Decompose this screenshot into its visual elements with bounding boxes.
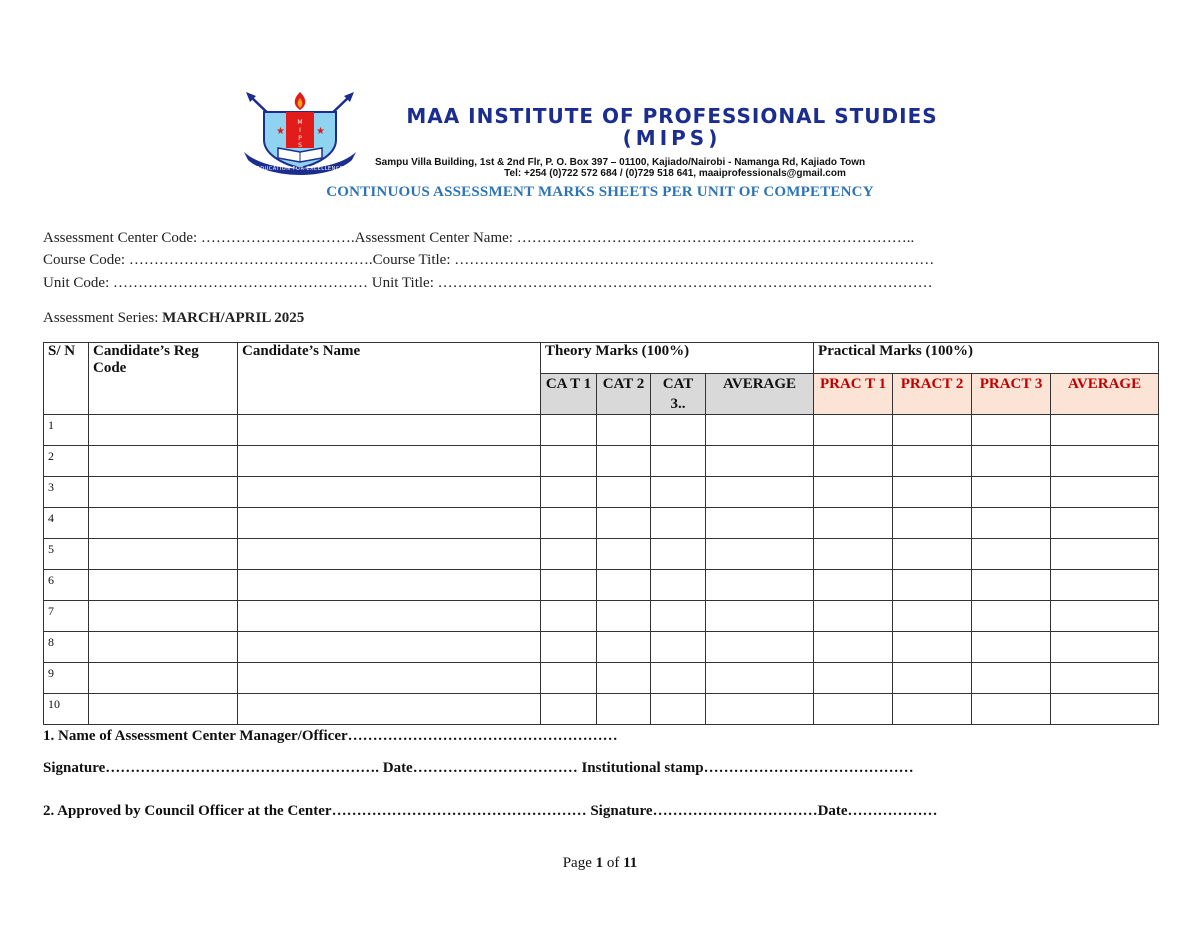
mark-cell[interactable] [541, 694, 597, 725]
svg-text:EDUCATION FOR EXCELLENCE: EDUCATION FOR EXCELLENCE [256, 166, 344, 172]
mark-cell[interactable] [238, 477, 541, 508]
row-number: 2 [44, 446, 89, 477]
mark-cell[interactable] [814, 694, 893, 725]
row-number: 8 [44, 632, 89, 663]
svg-text:★: ★ [276, 126, 285, 137]
mark-cell[interactable] [238, 539, 541, 570]
mark-cell[interactable] [706, 477, 814, 508]
mark-cell[interactable] [893, 601, 972, 632]
mark-cell[interactable] [1051, 570, 1159, 601]
mark-cell[interactable] [972, 694, 1051, 725]
mark-cell[interactable] [651, 477, 706, 508]
page-current: 1 [595, 855, 604, 871]
mark-cell[interactable] [651, 663, 706, 694]
marks-table [43, 342, 1159, 725]
mark-cell[interactable] [89, 477, 238, 508]
mark-cell[interactable] [238, 570, 541, 601]
mark-cell[interactable] [1051, 601, 1159, 632]
mark-cell[interactable] [814, 446, 893, 477]
mark-cell[interactable] [651, 694, 706, 725]
mark-cell[interactable] [651, 632, 706, 663]
header-practical-marks: Practical Marks (100%) [814, 343, 1159, 374]
mark-cell[interactable] [89, 570, 238, 601]
signature-line: Signature………………………………………………. Date…………………………… Institutional stamp…………………………………… [43, 760, 914, 776]
mark-cell[interactable] [814, 663, 893, 694]
institution-address: Sampu Villa Building, 1st & 2nd Flr, P. O. Box 397 – 01100, Kajiado/Nairobi - Namanga Rd, Kajiado Town [375, 157, 866, 168]
header-sn: S/ N [44, 343, 89, 415]
row-number: 4 [44, 508, 89, 539]
mark-cell[interactable] [814, 601, 893, 632]
mark-cell[interactable] [89, 694, 238, 725]
logo-letters: M [297, 119, 303, 126]
mark-cell[interactable] [706, 508, 814, 539]
unit-line: Unit Code: …………………………………………… Unit Title: ……………………………………………………………………………………… [43, 275, 933, 291]
mark-cell[interactable] [814, 477, 893, 508]
institution-abbreviation: (MIPS) [622, 126, 722, 150]
mark-cell[interactable] [238, 694, 541, 725]
mark-cell[interactable] [893, 632, 972, 663]
page-total: 11 [623, 855, 638, 871]
institution-name: MAA INSTITUTE OF PROFESSIONAL STUDIES [406, 104, 938, 128]
page-of: of [606, 855, 620, 871]
mark-cell[interactable] [972, 415, 1051, 446]
mark-cell[interactable] [893, 508, 972, 539]
mark-cell[interactable] [597, 446, 651, 477]
header-pract-1: PRAC T 1 [814, 374, 893, 415]
table-row [44, 570, 1159, 601]
mark-cell[interactable] [541, 570, 597, 601]
mark-cell[interactable] [1051, 632, 1159, 663]
mark-cell[interactable] [972, 601, 1051, 632]
mark-cell[interactable] [972, 446, 1051, 477]
assessment-series-value: MARCH/APRIL 2025 [162, 310, 305, 326]
row-number: 9 [44, 663, 89, 694]
mark-cell[interactable] [651, 539, 706, 570]
mark-cell[interactable] [814, 508, 893, 539]
table-row [44, 632, 1159, 663]
svg-text:I: I [299, 127, 301, 134]
svg-text:S: S [298, 142, 302, 149]
table-row [44, 415, 1159, 446]
header-practical-average: AVERAGE [1051, 374, 1159, 415]
mark-cell[interactable] [651, 601, 706, 632]
mark-cell[interactable] [706, 694, 814, 725]
mark-cell[interactable] [972, 508, 1051, 539]
assessment-series [43, 310, 304, 327]
mark-cell[interactable] [238, 632, 541, 663]
header-theory-marks: Theory Marks (100%) [541, 343, 814, 374]
approval-line: 2. Approved by Council Officer at the Center…………………………………………… Signature……………………………Date……………… [43, 803, 938, 819]
mark-cell[interactable] [1051, 539, 1159, 570]
sheet-title: CONTINUOUS ASSESSMENT MARKS SHEETS PER UNIT OF COMPETENCY [326, 184, 874, 200]
institution-logo [238, 90, 362, 176]
mark-cell[interactable] [89, 415, 238, 446]
mark-cell[interactable] [1051, 663, 1159, 694]
mark-cell[interactable] [238, 663, 541, 694]
table-row [44, 539, 1159, 570]
table-row [44, 446, 1159, 477]
mark-cell[interactable] [238, 508, 541, 539]
mark-cell[interactable] [893, 570, 972, 601]
mark-cell[interactable] [541, 632, 597, 663]
mark-cell[interactable] [893, 415, 972, 446]
mark-cell[interactable] [1051, 415, 1159, 446]
mark-cell[interactable] [893, 539, 972, 570]
mark-cell[interactable] [597, 539, 651, 570]
row-number: 1 [44, 415, 89, 446]
mark-cell[interactable] [541, 508, 597, 539]
mark-cell[interactable] [706, 601, 814, 632]
mark-cell[interactable] [597, 570, 651, 601]
manager-name-line: 1. Name of Assessment Center Manager/Officer……………………………………………… [43, 728, 618, 744]
header-theory-average: AVERAGE [706, 374, 814, 415]
mark-cell[interactable] [1051, 477, 1159, 508]
mark-cell[interactable] [651, 446, 706, 477]
table-row [44, 508, 1159, 539]
mark-cell[interactable] [89, 508, 238, 539]
mark-cell[interactable] [238, 415, 541, 446]
mark-cell[interactable] [89, 663, 238, 694]
header-cat-3: CAT 3.. [651, 374, 706, 415]
mark-cell[interactable] [706, 415, 814, 446]
mark-cell[interactable] [893, 694, 972, 725]
mark-cell[interactable] [893, 663, 972, 694]
mark-cell[interactable] [597, 694, 651, 725]
mark-cell[interactable] [541, 663, 597, 694]
mark-cell[interactable] [541, 539, 597, 570]
mark-cell[interactable] [597, 632, 651, 663]
table-row [44, 601, 1159, 632]
mark-cell[interactable] [89, 632, 238, 663]
table-row [44, 663, 1159, 694]
mark-cell[interactable] [597, 601, 651, 632]
row-number: 7 [44, 601, 89, 632]
mark-cell[interactable] [1051, 694, 1159, 725]
table-row [44, 477, 1159, 508]
mark-cell[interactable] [541, 446, 597, 477]
mark-cell[interactable] [89, 539, 238, 570]
mark-cell[interactable] [706, 539, 814, 570]
course-line: Course Code: ………………………………………….Course Title: …………………………………………………………………………………… [43, 252, 935, 268]
header-name: Candidate’s Name [238, 343, 541, 415]
mark-cell[interactable] [1051, 508, 1159, 539]
svg-text:P: P [298, 135, 302, 142]
mark-cell[interactable] [972, 539, 1051, 570]
mark-cell[interactable] [814, 570, 893, 601]
mark-cell[interactable] [651, 415, 706, 446]
mark-cell[interactable] [651, 570, 706, 601]
page-label: Page [562, 855, 592, 871]
mark-cell[interactable] [972, 570, 1051, 601]
mark-cell[interactable] [706, 663, 814, 694]
row-number: 5 [44, 539, 89, 570]
svg-text:★: ★ [316, 126, 325, 137]
mark-cell[interactable] [89, 446, 238, 477]
mark-cell[interactable] [597, 477, 651, 508]
mark-cell[interactable] [541, 601, 597, 632]
mark-cell[interactable] [972, 477, 1051, 508]
mark-cell[interactable] [597, 415, 651, 446]
mark-cell[interactable] [238, 601, 541, 632]
mark-cell[interactable] [706, 570, 814, 601]
mark-cell[interactable] [651, 508, 706, 539]
mark-cell[interactable] [89, 601, 238, 632]
institution-contacts: Tel: +254 (0)722 572 684 / (0)729 518 641, maaiprofessionals@gmail.com [504, 168, 846, 179]
mark-cell[interactable] [893, 477, 972, 508]
mark-cell[interactable] [597, 663, 651, 694]
mark-cell[interactable] [893, 446, 972, 477]
header-cat-2: CAT 2 [597, 374, 651, 415]
assessment-series-label: Assessment Series: [43, 310, 163, 326]
header-pract-2: PRACT 2 [893, 374, 972, 415]
mark-cell[interactable] [972, 663, 1051, 694]
mark-cell[interactable] [541, 477, 597, 508]
mark-cell[interactable] [541, 415, 597, 446]
mark-cell[interactable] [814, 632, 893, 663]
header-cat-1: CA T 1 [541, 374, 597, 415]
mark-cell[interactable] [597, 508, 651, 539]
row-number: 6 [44, 570, 89, 601]
assessment-center-line: Assessment Center Code: ………………………….Assessment Center Name: …………………………………………………………………….. [43, 230, 915, 246]
mark-cell[interactable] [814, 415, 893, 446]
mark-cell[interactable] [814, 539, 893, 570]
mark-cell[interactable] [1051, 446, 1159, 477]
mark-cell[interactable] [238, 446, 541, 477]
row-number: 10 [44, 694, 89, 725]
header-reg-code: Candidate’s Reg Code [89, 343, 238, 415]
table-row [44, 694, 1159, 725]
header-pract-3: PRACT 3 [972, 374, 1051, 415]
mark-cell[interactable] [972, 632, 1051, 663]
page-number [0, 855, 1200, 872]
mark-cell[interactable] [706, 446, 814, 477]
mark-cell[interactable] [706, 632, 814, 663]
row-number: 3 [44, 477, 89, 508]
